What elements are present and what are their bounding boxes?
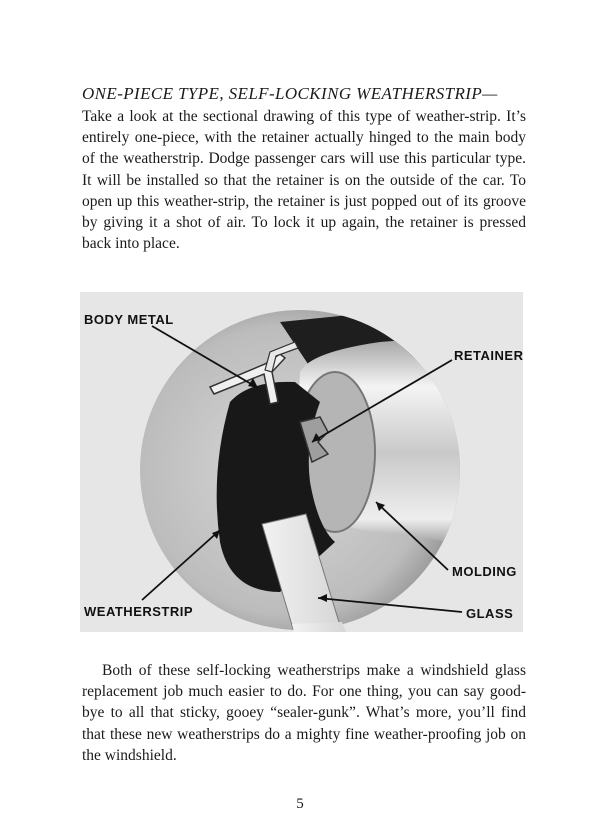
weatherstrip-sectional-drawing xyxy=(80,292,523,632)
intro-paragraph: Take a look at the sectional drawing of this type of weather-strip. It’s entirely one-piece, with the retainer actually hinged to the main body of the weatherstrip. Dodge passenger cars will use this particular type. It will be installed so that the retainer is on the outside of the car. To open up this weather-strip, the retainer is just popped out of its groove by giving it a shot of air. To lock it up again, the retainer is pressed back into place. xyxy=(82,108,526,253)
label-molding: MOLDING xyxy=(452,564,517,579)
label-body-metal: BODY METAL xyxy=(84,312,174,327)
label-glass: GLASS xyxy=(466,606,514,621)
label-retainer: RETAINER xyxy=(454,348,523,363)
label-weatherstrip: WEATHERSTRIP xyxy=(84,604,194,619)
section-heading: ONE-PIECE TYPE, SELF-LOCKING WEATHERSTRIP— xyxy=(82,84,498,103)
page-number: 5 xyxy=(296,796,304,812)
closing-paragraph: Both of these self-locking weatherstrips make a windshield glass replacement job much easier to do. For one thing, you can say good-bye to all that sticky, gooey “sealer-gunk”. What’s more, you’ll find that these new weatherstrips do a mighty fine weather-proofing job on the windshield. xyxy=(82,662,526,764)
sectional-illustration xyxy=(80,292,523,632)
